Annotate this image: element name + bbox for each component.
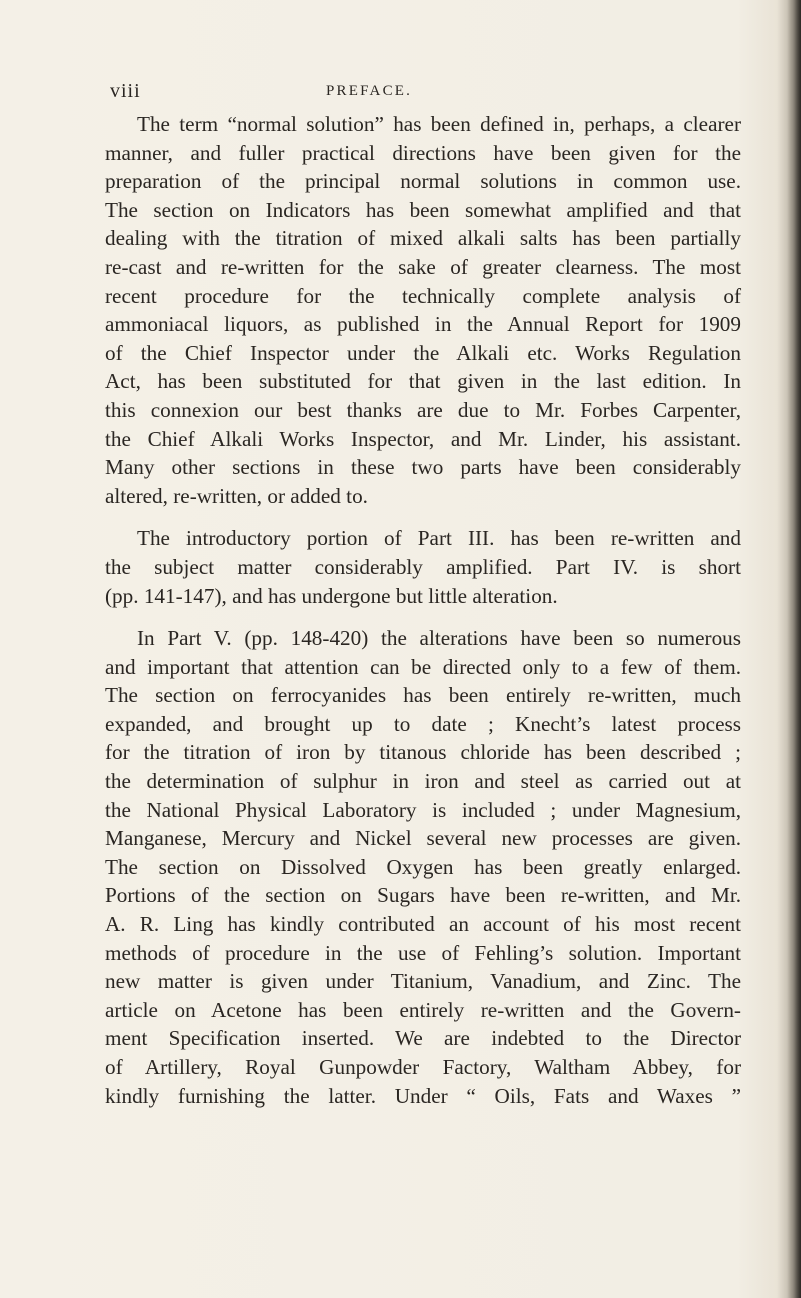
text-line: of Artillery, Royal Gunpowder Factory, Waltham Abbey, for [105,1055,741,1079]
paragraph-gap [105,610,741,624]
text-line: The introductory portion of Part III. has been re-written and [137,526,741,551]
text-line: the determination of sulphur in iron and steel as carried out at [105,769,741,794]
text-line: dealing with the titration of mixed alkali salts has been partially [105,226,741,251]
running-title: PREFACE. [326,83,413,99]
text-line: the National Physical Laboratory is included ; under Magnesium, [105,797,741,822]
text-line: methods of procedure in the use of Fehling’s solution. Important [105,940,741,965]
text-line: expanded, and brought up to date ; Knecht’s latest process [105,711,741,736]
running-head [110,80,730,106]
text-line: manner, and fuller practical directions have been given for the [105,140,741,165]
text-line: In Part V. (pp. 148-420) the alterations have been so numerous [137,626,741,651]
text-line: recent procedure for the technically complete analysis of [105,283,741,308]
text-line: A. R. Ling has kindly contributed an account of his most recent [105,912,741,937]
text-line: of the Chief Inspector under the Alkali etc. Works Regulation [105,340,741,365]
text-line: Manganese, Mercury and Nickel several new processes are given. [105,826,741,851]
text-line: re-cast and re-written for the sake of greater clearness. The most [105,254,741,279]
text-line: The term “normal solution” has been defined in, perhaps, a clearer [137,112,741,136]
text-line: and important that attention can be directed only to a few of them. [105,654,741,679]
text-line: altered, re-written, or added to. [105,483,368,508]
text-line: The section on Dissolved Oxygen has been greatly enlarged. [105,854,741,879]
text-line: kindly furnishing the latter. Under “ Oils, Fats and Waxes ” [105,1083,741,1108]
text-line: Portions of the section on Sugars have been re-written, and Mr. [105,883,741,908]
text-line: Act, has been substituted for that given in the last edition. In [105,369,741,394]
text-line: preparation of the principal normal solutions in common use. [105,169,741,194]
text-line: Many other sections in these two parts have been considerably [105,455,741,480]
page-number: viii [110,80,141,102]
text-line: ment Specification inserted. We are indebted to the Director [105,1026,741,1051]
paragraph-gap [105,510,741,524]
text-line: The section on Indicators has been somewhat amplified and that [105,197,741,222]
text-line: article on Acetone has been entirely re-written and the Govern- [105,997,741,1022]
text-line: ammoniacal liquors, as published in the Annual Report for 1909 [105,312,741,337]
page-edge-shadow [787,0,801,1298]
text-line: the Chief Alkali Works Inspector, and Mr. Linder, his assistant. [105,426,741,451]
text-line: the subject matter considerably amplified. Part IV. is short [105,554,741,579]
text-line: for the titration of iron by titanous chloride has been described ; [105,740,741,765]
text-line: (pp. 141-147), and has undergone but little alteration. [105,583,558,608]
text-line: new matter is given under Titanium, Vanadium, and Zinc. The [105,969,741,994]
text-line: this connexion our best thanks are due to Mr. Forbes Carpenter, [105,397,741,422]
body-text [105,110,741,1110]
text-line: The section on ferrocyanides has been entirely re-written, much [105,683,741,708]
